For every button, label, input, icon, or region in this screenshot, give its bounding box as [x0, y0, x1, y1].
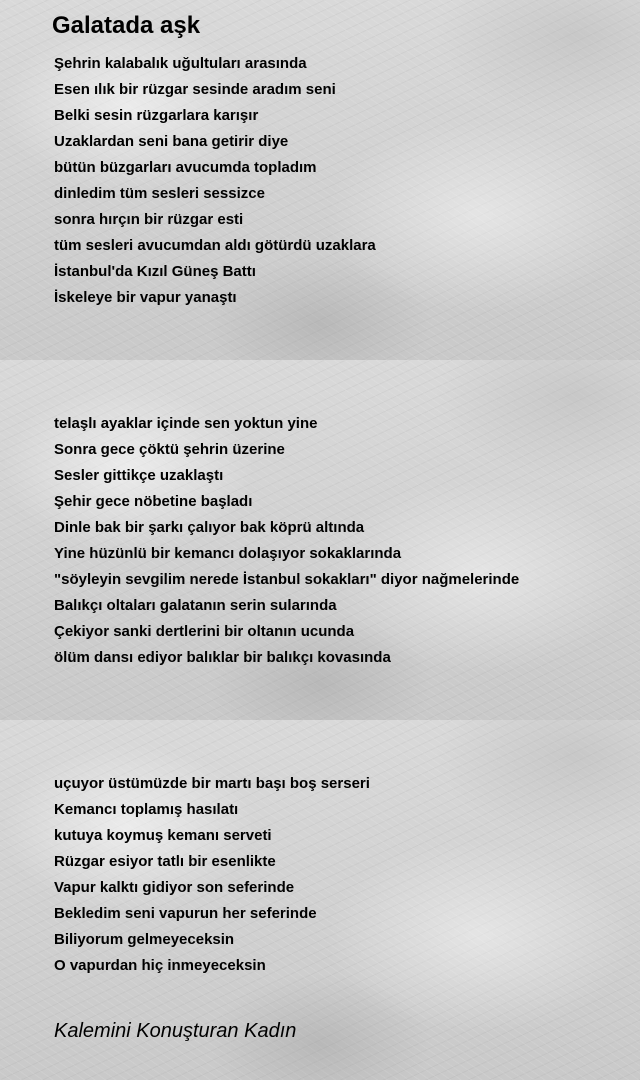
poem-line: Sesler gittikçe uzaklaştı [54, 467, 224, 484]
poem-line: tüm sesleri avucumdan aldı götürdü uzaklara [54, 237, 376, 254]
poem-line: ölüm dansı ediyor balıklar bir balıkçı kovasında [54, 649, 391, 666]
poem-line: O vapurdan hiç inmeyeceksin [54, 957, 266, 974]
poem-line: uçuyor üstümüzde bir martı başı boş serseri [54, 775, 370, 792]
poem-line: Esen ılık bir rüzgar sesinde aradım seni [54, 81, 336, 98]
poem-line: Şehir gece nöbetine başladı [54, 493, 253, 510]
poem-line: Vapur kalktı gidiyor son seferinde [54, 879, 295, 896]
stanza-3 [54, 771, 370, 979]
poem-line: sonra hırçın bir rüzgar esti [54, 211, 244, 228]
poem-line: Şehrin kalabalık uğultuları arasında [54, 55, 307, 72]
stanza-2 [54, 411, 519, 671]
poem-panel-1 [0, 0, 640, 360]
stanza-1 [54, 51, 376, 311]
poem-line: Uzaklardan seni bana getirir diye [54, 133, 289, 150]
poem-line: Belki sesin rüzgarlara karışır [54, 107, 259, 124]
poem-line: Dinle bak bir şarkı çalıyor bak köprü altında [54, 519, 365, 536]
poem-line: Yine hüzünlü bir kemancı dolaşıyor sokaklarında [54, 545, 402, 562]
poem-line: Bekledim seni vapurun her seferinde [54, 905, 317, 922]
poem-panel-3 [0, 720, 640, 1080]
poem-line: "söyleyin sevgilim nerede İstanbul sokakları" diyor nağmelerinde [54, 571, 520, 588]
poem-line: Çekiyor sanki dertlerini bir oltanın ucunda [54, 623, 355, 640]
poem-line: İstanbul'da Kızıl Güneş Battı [54, 263, 256, 280]
poem-line: kutuya koymuş kemanı serveti [54, 827, 272, 844]
poem-line: Rüzgar esiyor tatlı bir esenlikte [54, 853, 276, 870]
poem-line: Sonra gece çöktü şehrin üzerine [54, 441, 285, 458]
poem-author: Kalemini Konuşturan Kadın [54, 1020, 297, 1042]
poem-line: dinledim tüm sesleri sessizce [54, 185, 265, 202]
poem-line: bütün büzgarları avucumda topladım [54, 159, 317, 176]
poem-panel-2 [0, 360, 640, 720]
poem-line: İskeleye bir vapur yanaştı [54, 289, 237, 306]
poem-line: Biliyorum gelmeyeceksin [54, 931, 235, 948]
poem-line: telaşlı ayaklar içinde sen yoktun yine [54, 415, 318, 432]
poem-line: Kemancı toplamış hasılatı [54, 801, 239, 818]
poem-line: Balıkçı oltaları galatanın serin sularında [54, 597, 337, 614]
poem-title: Galatada aşk [52, 12, 201, 39]
